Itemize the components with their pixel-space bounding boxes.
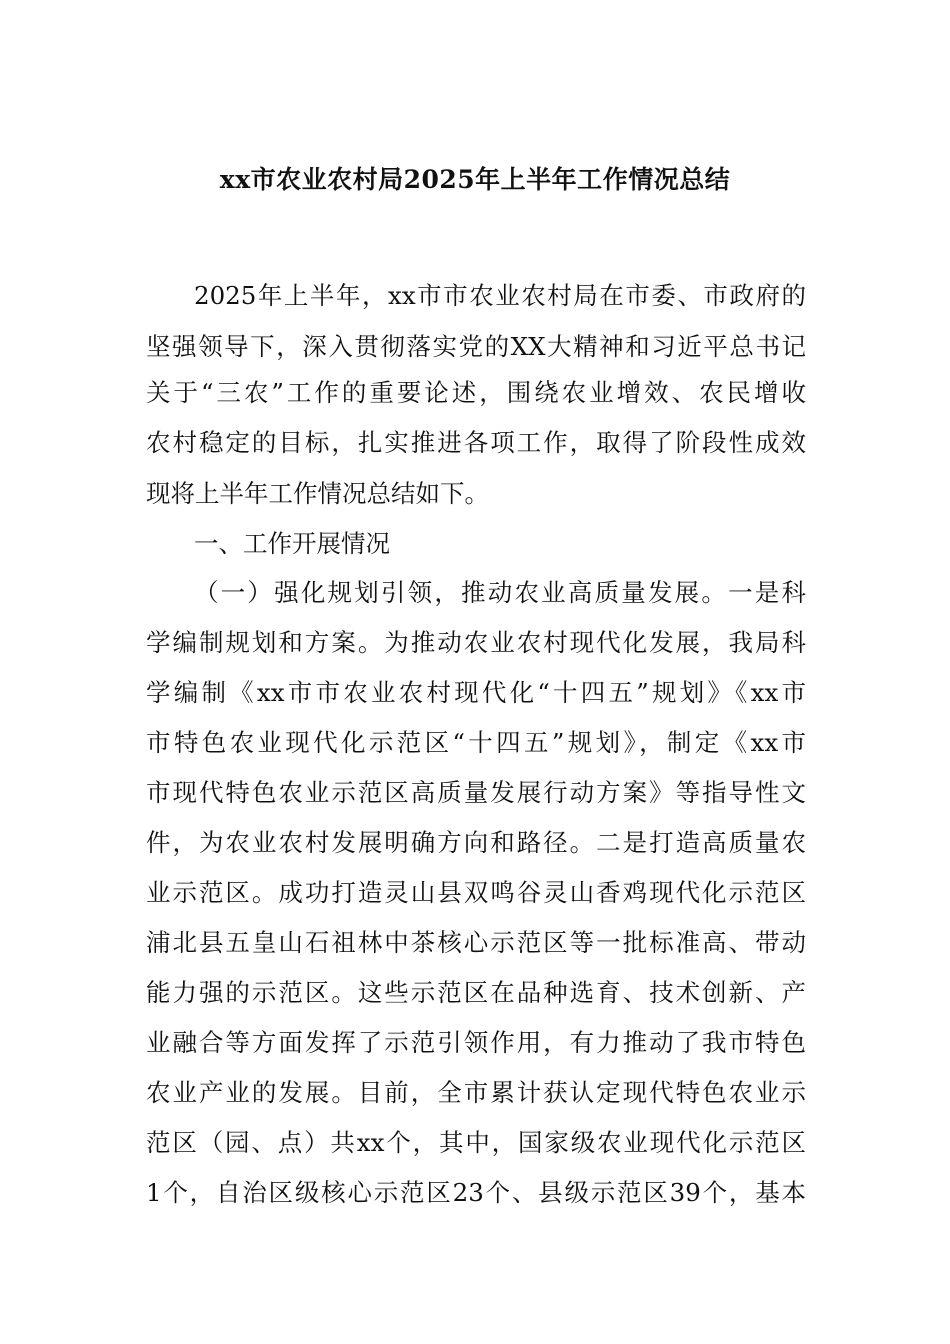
paragraph-line: 农业产业的发展。目前，全市累计获认定现代特色农业示 <box>146 1078 806 1107</box>
paragraph-line: 件，为农业农村发展明确方向和路径。二是打造高质量农 <box>146 828 806 857</box>
paragraph-line: 坚强领导下，深入贯彻落实党的XX大精神和习近平总书记 <box>146 332 806 361</box>
section-heading: 一、工作开展情况 <box>194 529 390 558</box>
paragraph-line: （一）强化规划引领，推动农业高质量发展。一是科 <box>194 578 806 607</box>
paragraph-line: 1个，自治区级核心示范区23个、县级示范区39个，基本 <box>146 1178 806 1207</box>
paragraph-line: 能力强的示范区。这些示范区在品种选育、技术创新、产 <box>146 978 806 1007</box>
paragraph-line: 市现代特色农业示范区高质量发展行动方案》等指导性文 <box>146 778 806 807</box>
paragraph-line: 市特色农业现代化示范区“十四五”规划》，制定《xx市 <box>146 728 806 757</box>
paragraph-line: 范区（园、点）共xx个，其中，国家级农业现代化示范区 <box>146 1128 806 1157</box>
paragraph-line: 业融合等方面发挥了示范引领作用，有力推动了我市特色 <box>146 1028 806 1057</box>
paragraph-line: 浦北县五皇山石祖林中茶核心示范区等一批标准高、带动 <box>146 928 806 957</box>
paragraph-line: 业示范区。成功打造灵山县双鸣谷灵山香鸡现代化示范区 <box>146 878 806 907</box>
document-title: xx市农业农村局2025年上半年工作情况总结 <box>219 165 731 194</box>
paragraph-line: 农村稳定的目标，扎实推进各项工作，取得了阶段性成效 <box>146 428 806 457</box>
paragraph-line: 学编制《xx市市农业农村现代化“十四五”规划》《xx市 <box>146 678 806 707</box>
paragraph-line: 现将上半年工作情况总结如下。 <box>146 479 489 508</box>
paragraph-line: 学编制规划和方案。为推动农业农村现代化发展，我局科 <box>146 628 806 657</box>
paragraph-line: 2025年上半年，xx市市农业农村局在市委、市政府的 <box>194 281 806 310</box>
paragraph-line: 关于“三农”工作的重要论述，围绕农业增效、农民增收 <box>146 378 806 407</box>
